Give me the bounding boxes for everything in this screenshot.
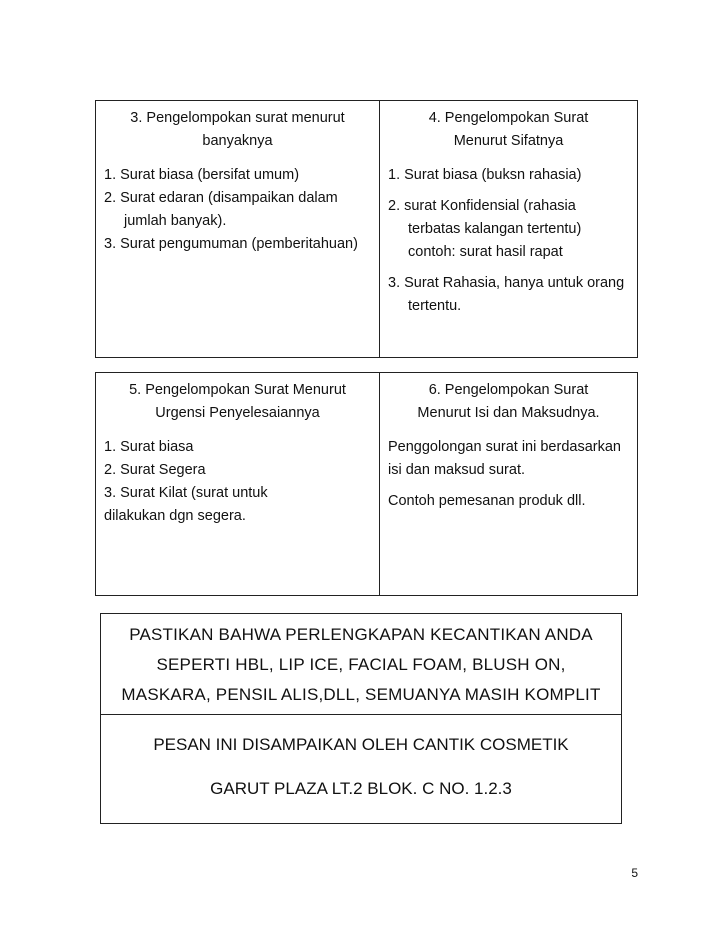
card-title-line: 6. Pengelompokan Surat: [428, 382, 589, 398]
card-title-line: Menurut Sifatnya: [453, 133, 564, 149]
list-item: 1. Surat biasa (bersifat umum): [104, 167, 300, 183]
card-title-line: 5. Pengelompokan Surat Menurut: [129, 382, 346, 398]
card-title: [388, 379, 629, 425]
notice-line: MASKARA, PENSIL ALIS,DLL, SEMUANYA MASIH KOMPLIT: [121, 685, 601, 704]
card-title-line: 4. Pengelompokan Surat: [428, 110, 589, 126]
notice-message: [101, 614, 621, 715]
address-line: GARUT PLAZA LT.2 BLOK. C NO. 1.2.3: [210, 779, 512, 798]
classification-table-bottom: [95, 372, 638, 596]
card-title-line: 3. Pengelompokan surat menurut: [130, 110, 345, 126]
list-item: dilakukan dgn segera.: [104, 508, 246, 524]
card-title-line: banyaknya: [202, 133, 273, 149]
list-item: 3. Surat Rahasia, hanya untuk orang tertentu.: [388, 275, 625, 314]
card-list: [104, 164, 371, 256]
list-item: 3. Surat Kilat (surat untuk: [104, 485, 268, 501]
list-item: 1. Surat biasa: [104, 439, 194, 455]
card-by-quantity: [96, 101, 380, 358]
page-number: 5: [631, 866, 638, 880]
card-example: Contoh pemesanan produk dll.: [388, 493, 586, 509]
card-by-nature: [380, 101, 638, 358]
notice-sender: [101, 715, 621, 823]
notice-line: PASTIKAN BAHWA PERLENGKAPAN KECANTIKAN ANDA: [129, 625, 593, 644]
card-title-line: Urgensi Penyelesaiannya: [155, 405, 320, 421]
cosmetic-notice-box: [100, 613, 622, 824]
card-body: Penggolongan surat ini berdasarkan isi dan maksud surat.: [388, 439, 621, 478]
card-title-line: Menurut Isi dan Maksudnya.: [417, 405, 600, 421]
list-item: 3. Surat pengumuman (pemberitahuan): [104, 236, 358, 252]
list-item: 2. Surat edaran (disampaikan dalam jumlah banyak).: [104, 190, 338, 229]
list-item: 2. surat Konfidensial (rahasia terbatas kalangan tertentu) contoh: surat hasil rapat: [388, 198, 582, 260]
card-title: [388, 107, 629, 153]
classification-table-top: [95, 100, 638, 358]
card-title: [104, 379, 371, 425]
card-title: [104, 107, 371, 153]
card-by-content: [380, 373, 638, 596]
notice-line: SEPERTI HBL, LIP ICE, FACIAL FOAM, BLUSH ON,: [156, 655, 566, 674]
list-item: 2. Surat Segera: [104, 462, 206, 478]
list-item: 1. Surat biasa (buksn rahasia): [388, 167, 582, 183]
card-by-urgency: [96, 373, 380, 596]
sender-line: PESAN INI DISAMPAIKAN OLEH CANTIK COSMETIK: [153, 735, 569, 754]
